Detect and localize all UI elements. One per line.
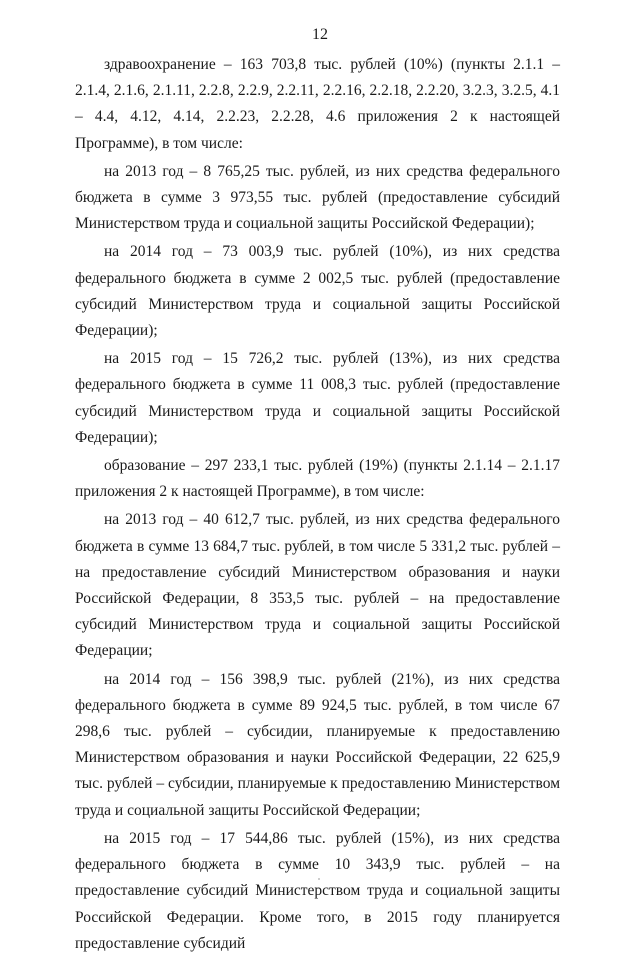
paragraph-healthcare-2014: на 2014 год – 73 003,9 тыс. рублей (10%), из них средства федерального бюджета в сумме 2 002,5 тыс. рублей (предоставление субсидий Министерством труда и социальной защиты Российской Федерации); — [75, 243, 560, 340]
document-body — [75, 50, 560, 959]
paragraph-education-2013: на 2013 год – 40 612,7 тыс. рублей, из них средства федерального бюджета в сумме 13 684,7 тыс. рублей, в том числе 5 331,2 тыс. рублей – на предоставление субсидий Министерством образования и науки Российской Федерации, 8 353,5 тыс. рублей – на предоставление субсидий Министерством труда и социальной защиты Российской Федерации; — [75, 511, 560, 660]
scan-speck — [318, 878, 320, 880]
paragraph-healthcare-2015: на 2015 год – 15 726,2 тыс. рублей (13%), из них средства федерального бюджета в сумме 11 008,3 тыс. рублей (предоставление субсидий Министерством труда и социальной защиты Российской Федерации); — [75, 350, 560, 446]
paragraph-education: образование – 297 233,1 тыс. рублей (19%) (пункты 2.1.14 – 2.1.17 приложения 2 к настоящей Программе), в том числе: — [75, 457, 560, 501]
paragraph-healthcare: здравоохранение – 163 703,8 тыс. рублей (10%) (пункты 2.1.1 – 2.1.4, 2.1.6, 2.1.11, 2.2.8, 2.2.9, 2.2.11, 2.2.16, 2.2.18, 2.2.20, 3.2.3, 3.2.5, 4.1 – 4.4, 4.12, 4.14, 2.2.23, 2.2.28, 4.6 приложения 2 к настоящей Программе), в том числе: — [75, 56, 560, 152]
paragraph-education-2015: на 2015 год – 17 544,86 тыс. рублей (15%), из них средства федерального бюджета в сумме 10 343,9 тыс. рублей – на предоставление субсидий Министерством труда и социальной защиты Российской Федерации. Кроме того, в 2015 году планируется предоставление субсидий — [75, 829, 560, 952]
page-number: 12 — [312, 26, 328, 43]
paragraph-education-2014: на 2014 год – 156 398,9 тыс. рублей (21%), из них средства федерального бюджета в сумме 89 924,5 тыс. рублей, в том числе 67 298,6 тыс. рублей – субсидии, планируемые к предоставлению Министерством образования и науки Российской Федерации, 22 625,9 тыс. рублей – субсидии, планируемые к предоставлению Министерством труда и социальной защиты Российской Федерации; — [75, 670, 560, 819]
paragraph-healthcare-2013: на 2013 год – 8 765,25 тыс. рублей, из них средства федерального бюджета в сумме 3 973,55 тыс. рублей (предоставление субсидий Министерством труда и социальной защиты Российской Федерации); — [75, 162, 560, 233]
